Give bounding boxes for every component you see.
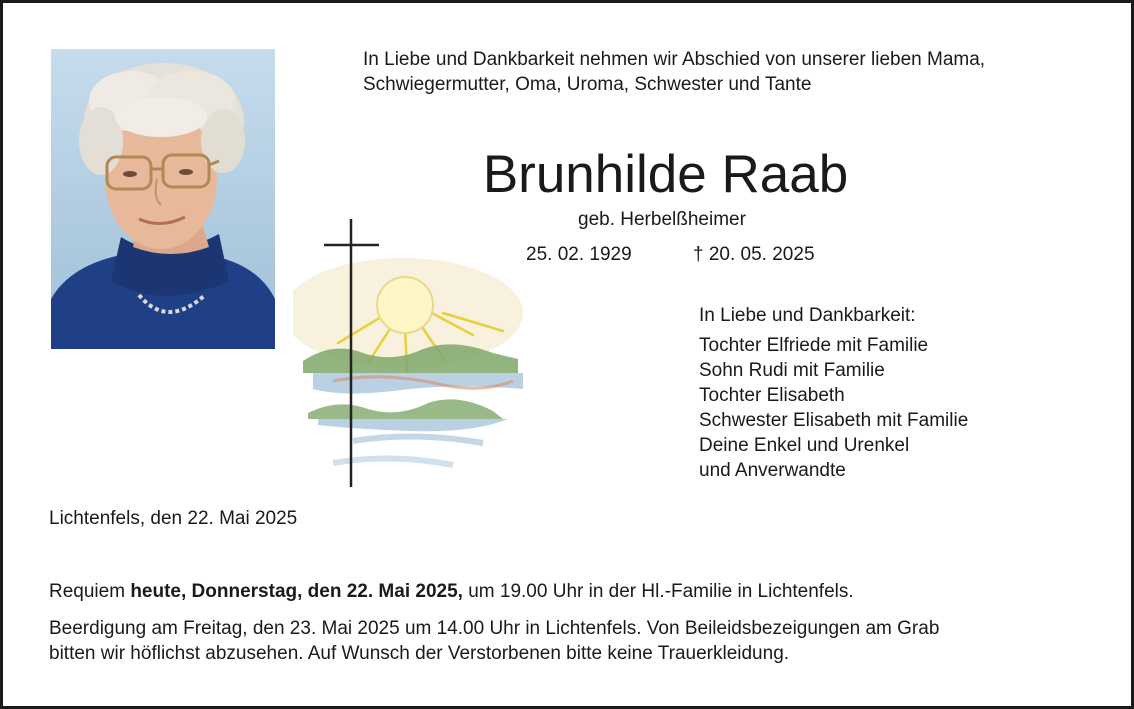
burial-line-2: bitten wir höflichst abzusehen. Auf Wunsch der Verstorbenen bitte keine Trauerkleidung. xyxy=(49,643,790,664)
requiem-notice xyxy=(49,579,854,604)
burial-notice xyxy=(49,616,939,666)
mourner-line: Tochter Elfriede mit Familie xyxy=(699,335,929,356)
mourner-line: und Anverwandte xyxy=(699,460,846,481)
requiem-prefix: Requiem xyxy=(49,581,126,602)
burial-line-1: Beerdigung am Freitag, den 23. Mai 2025 um 14.00 Uhr in Lichtenfels. Von Beileidsbezeigungen am Grab xyxy=(49,618,940,639)
deceased-name: Brunhilde Raab xyxy=(482,145,849,204)
cross-sunset-illustration xyxy=(293,213,533,493)
death-date-group xyxy=(693,242,815,267)
place-date: Lichtenfels, den 22. Mai 2025 xyxy=(49,508,298,529)
mourners-heading: In Liebe und Dankbarkeit: xyxy=(699,305,916,326)
requiem-date: heute, Donnerstag, den 22. Mai 2025, xyxy=(130,581,463,602)
intro-line-2: Schwiegermutter, Oma, Uroma, Schwester und Tante xyxy=(363,74,812,95)
portrait-photo xyxy=(51,49,275,349)
maiden-name: geb. Herbelßheimer xyxy=(578,209,746,230)
portrait-image xyxy=(51,49,275,349)
birth-date: 25. 02. 1929 xyxy=(526,244,632,265)
intro-text xyxy=(363,47,985,97)
cross-sunset-icon xyxy=(293,213,533,493)
requiem-details: um 19.00 Uhr in der Hl.-Familie in Lichtenfels. xyxy=(468,581,854,602)
mourner-line: Sohn Rudi mit Familie xyxy=(699,360,885,381)
death-cross-icon: † xyxy=(693,244,704,265)
death-date: 20. 05. 2025 xyxy=(708,244,815,265)
mourner-line: Deine Enkel und Urenkel xyxy=(699,435,910,456)
intro-line-1: In Liebe und Dankbarkeit nehmen wir Abschied von unserer lieben Mama, xyxy=(363,49,986,70)
mourners-list xyxy=(699,303,968,483)
mourner-line: Tochter Elisabeth xyxy=(699,385,845,406)
mourner-line: Schwester Elisabeth mit Familie xyxy=(699,410,969,431)
